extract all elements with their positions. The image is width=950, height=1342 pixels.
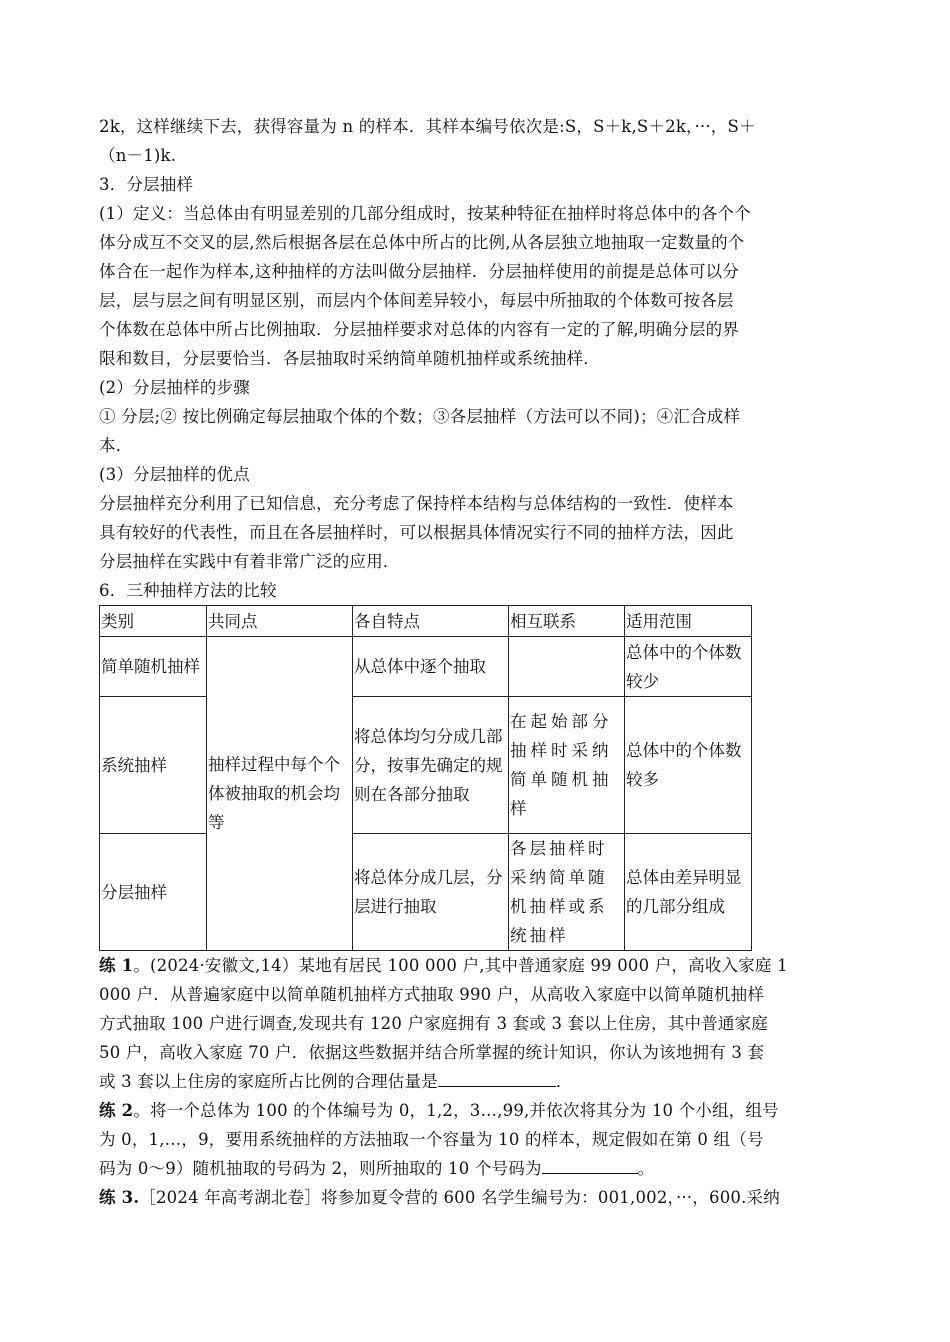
scope-cell: 总体由差异明显的几部分组成: [625, 834, 752, 951]
text-line: 个体数在总体中所占比例抽取．分层抽样要求对总体的内容有一定的了解,明确分层的界: [99, 320, 740, 339]
text-line: 体分成互不交叉的层,然后根据各层在总体中所占的比例,从各层独立地抽取一定数量的个: [99, 233, 745, 252]
intro-text: [99, 112, 851, 605]
section-heading: 3．分层抽样: [99, 175, 194, 194]
exercise-2-text: 码为 0～9）随机抽取的号码为 2，则所抽取的 10 个号码为: [99, 1159, 542, 1178]
exercise-2-line: [99, 1096, 851, 1125]
exercise-3-text: ［2024 年高考湖北卷］将参加夏令营的 600 名学生编号为：001,002，···，600.采纳: [139, 1188, 780, 1207]
table-header-row: [100, 606, 752, 637]
feature-cell: 将总体均匀分成几部分，按事先确定的规则在各部分抽取: [353, 697, 509, 834]
relation-cell: [509, 637, 625, 697]
exercise-2-label: 练 2: [99, 1101, 134, 1120]
text-line: 具有较好的代表性，而且在各层抽样时，可以根据具体情况实行不同的抽样方法，因此: [99, 523, 734, 542]
text-line: 体合在一起作为样本,这种抽样的方法叫做分层抽样．分层抽样使用的前提是总体可以分: [99, 262, 740, 281]
table-row: [100, 834, 752, 951]
header-cell: 共同点: [207, 606, 353, 637]
table-row: [100, 637, 752, 697]
text-line: 方式抽取 100 户进行调查,发现共有 120 户家庭拥有 3 套或 3 套以上住房，其中普通家庭: [99, 1014, 768, 1033]
exercise-2-text: 。将一个总体为 100 的个体编号为 0，1,2，3…,99,并依次将其分为 10 个小组，组号: [133, 1101, 779, 1120]
category-cell: 分层抽样: [100, 834, 207, 951]
exercise-2-last-line: [99, 1154, 851, 1183]
answer-blank: [542, 1155, 638, 1174]
header-cell: 类别: [100, 606, 207, 637]
header-cell: 适用范围: [625, 606, 752, 637]
category-cell: 系统抽样: [100, 697, 207, 834]
text-line: (1）定义：当总体由有明显差别的几部分组成时，按某种特征在抽样时将总体中的各个个: [99, 204, 751, 223]
relation-cell: 各层抽样时采纳简单随机抽样或系统抽样: [509, 834, 625, 951]
header-cell: 相互联系: [509, 606, 625, 637]
exercises: [99, 951, 851, 1212]
text-line: 为 0，1,…，9，要用系统抽样的方法抽取一个容量为 10 的样本，规定假如在第 0 组（号: [99, 1130, 764, 1149]
exercise-1-label: 练 1: [99, 956, 134, 975]
text-line: 000 户．从普遍家庭中以简单随机抽样方式抽取 990 户，从高收入家庭中以简单随机抽样: [99, 985, 765, 1004]
feature-cell: 从总体中逐个抽取: [353, 637, 509, 697]
text-line: 2k，这样继续下去，获得容量为 n 的样本．其样本编号依次是:S，S＋k,S＋2k，···，S＋: [99, 117, 756, 136]
text-line: 分层抽样在实践中有着非常广泛的应用．: [99, 552, 400, 571]
subheading: (2）分层抽样的步骤: [99, 378, 250, 397]
feature-cell: 将总体分成几层，分层进行抽取: [353, 834, 509, 951]
text-line: 限和数目，分层要恰当．各层抽取时采纳简单随机抽样或系统抽样．: [99, 349, 600, 368]
common-cell: 抽样过程中每个个体被抽取的机会均等: [207, 637, 353, 951]
exercise-1-text: 。(2024·安徽文,14）某地有居民 100 000 户,其中普通家庭 99 000 户，高收入家庭 1: [133, 956, 788, 975]
text-line: 50 户，高收入家庭 70 户．依据这些数据并结合所掌握的统计知识，你认为该地拥有 3 套: [99, 1043, 765, 1062]
section-heading: 6．三种抽样方法的比较: [99, 581, 277, 600]
scope-cell: 总体中的个体数较少: [625, 637, 752, 697]
exercise-1-line: [99, 951, 851, 980]
text-line: ① 分层;② 按比例确定每层抽取个体的个数；③各层抽样（方法可以不同)；④汇合成样: [99, 407, 741, 426]
comparison-table: [99, 605, 752, 951]
text-line: 层，层与层之间有明显区别，而层内个体间差异较小，每层中所抽取的个体数可按各层: [99, 291, 734, 310]
exercise-1-text: 或 3 套以上住房的家庭所占比例的合理估量是: [99, 1072, 438, 1091]
answer-blank: [438, 1068, 556, 1087]
punctuation: ．: [555, 1072, 573, 1091]
table-row: [100, 697, 752, 834]
relation-cell: 在起始部分抽样时采纳简单随机抽样: [509, 697, 625, 834]
punctuation: 。: [637, 1159, 655, 1178]
exercise-3-line: [99, 1183, 851, 1212]
text-line: 分层抽样充分利用了已知信息，充分考虑了保持样本结构与总体结构的一致性．使样本: [99, 494, 734, 513]
exercise-1-last-line: [99, 1067, 851, 1096]
category-cell: 简单随机抽样: [100, 637, 207, 697]
document-page: [99, 112, 851, 1212]
text-line: 本．: [99, 436, 133, 455]
text-line: （n－1)k.: [99, 146, 177, 165]
exercise-3-label: 练 3.: [99, 1188, 140, 1207]
scope-cell: 总体中的个体数较多: [625, 697, 752, 834]
header-cell: 各自特点: [353, 606, 509, 637]
subheading: (3）分层抽样的优点: [99, 465, 250, 484]
